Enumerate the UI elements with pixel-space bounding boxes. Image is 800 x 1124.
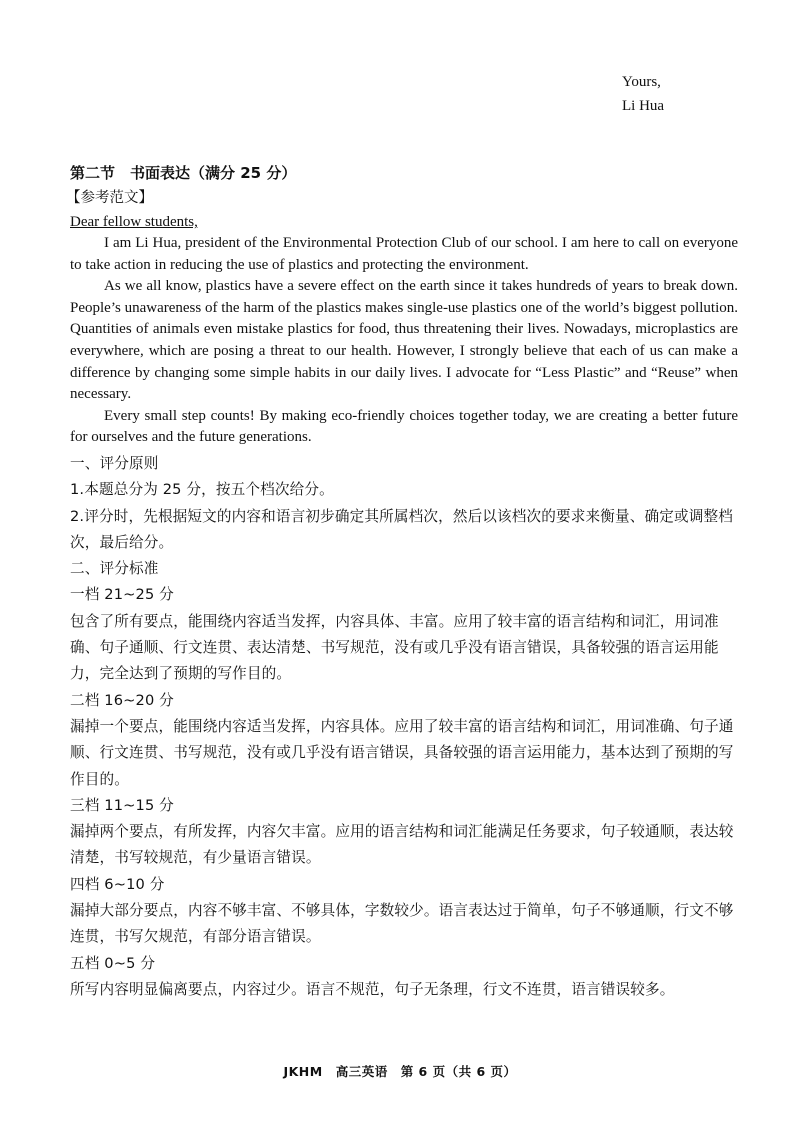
level-label-3: 三档 11~15 分 [70, 796, 174, 814]
level-label-4: 四档 6~10 分 [70, 875, 165, 893]
level-description-2: 漏掉一个要点，能围绕内容适当发挥，内容具体。应用了较丰富的语言结构和词汇，用词准确、句子通顺、行文连贯、书写规范，没有或几乎没有语言错误，具备较强的语言运用能力，基本达到了预期的写作目的。 [70, 717, 734, 788]
level-label-1: 一档 21~25 分 [70, 586, 174, 604]
letter-signoff [622, 70, 664, 118]
signature-name: Li Hua [622, 98, 665, 114]
principle-item-1: 1.本题总分为 25 分，按五个档次给分。 [70, 481, 334, 499]
essay-salutation: Dear fellow students, [70, 214, 198, 230]
level-description-1: 包含了所有要点，能围绕内容适当发挥，内容具体、丰富。应用了较丰富的语言结构和词汇，用词准确、句子通顺、行文连贯、表达清楚、书写规范，没有或几乎没有语言错误，具备较强的语言运用能力，完全达到了预期的写作目的。 [70, 612, 719, 683]
page-content [66, 161, 738, 1003]
criteria-heading: 二、评分标准 [70, 560, 159, 578]
level-description-5: 所写内容明显偏离要点，内容过少。语言不规范，句子无条理，行文不连贯，语言错误较多。 [70, 980, 675, 998]
essay-paragraph-1: I am Li Hua, president of the Environmental Protection Club of our school. I am here to call on everyone to take action in reducing the use of plastics and protecting the environment. [70, 235, 738, 273]
level-label-5: 五档 0~5 分 [70, 954, 156, 972]
sample-essay-label: 【参考范文】 [66, 190, 153, 206]
principle-item-2: 2.评分时，先根据短文的内容和语言初步确定其所属档次，然后以该档次的要求来衡量、确定或调整档次，最后给分。 [70, 507, 733, 551]
scoring-guide [70, 451, 738, 1003]
section-title: 第二节 书面表达（满分 25 分） [70, 164, 297, 182]
principles-heading: 一、评分原则 [70, 454, 159, 472]
essay-paragraph-2: As we all know, plastics have a severe effect on the earth since it takes hundreds of years to break down. People’s unawareness of the harm of the plastics makes single-use plastics one of the world’s biggest pollution. Quantities of animals even mistake plastics for food, thus threatening their lives. Nowadays, microplastics are everywhere, which are posing a threat to our health. However, I strongly believe that each of us can make a difference by changing some simple habits in our daily lives. I advocate for “Less Plastic” and “Reuse” when necessary. [70, 278, 738, 403]
closing-line: Yours, [622, 74, 661, 90]
level-description-4: 漏掉大部分要点，内容不够丰富、不够具体，字数较少。语言表达过于简单，句子不够通顺，行文不够连贯，书写欠规范，有部分语言错误。 [70, 901, 734, 946]
sample-essay [70, 211, 738, 449]
level-label-2: 二档 16~20 分 [70, 691, 174, 709]
level-description-3: 漏掉两个要点，有所发挥，内容欠丰富。应用的语言结构和词汇能满足任务要求，句子较通顺，表达较清楚，书写较规范，有少量语言错误。 [70, 823, 734, 867]
page-footer: JKHM 高三英语 第 6 页（共 6 页） [283, 1064, 517, 1079]
essay-paragraph-3: Every small step counts! By making eco-friendly choices together today, we are creating a better future for ourselves and the future generations. [70, 407, 738, 446]
